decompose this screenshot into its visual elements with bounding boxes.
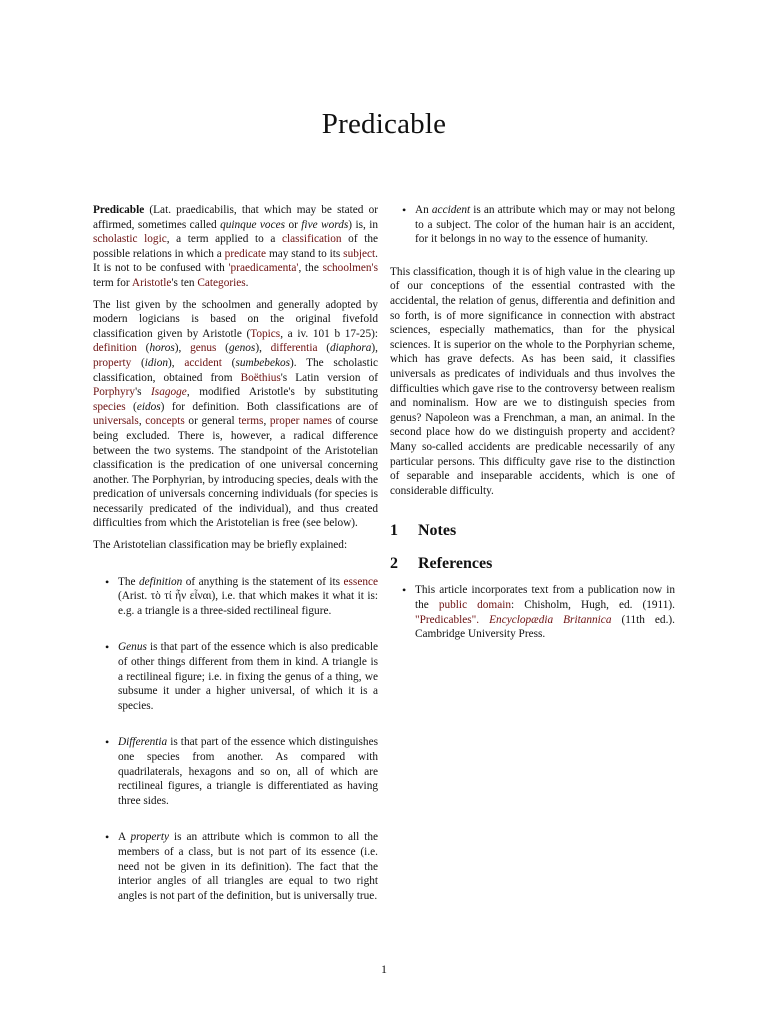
right-column [390, 203, 675, 642]
link-accident[interactable]: accident [184, 356, 222, 369]
section-heading-notes: 1 Notes [390, 522, 457, 540]
page-number: 1 [381, 962, 387, 976]
link-universals[interactable]: universals [93, 415, 139, 428]
link-classification[interactable]: classification [281, 233, 342, 246]
intro-paragraph: Predicable (Lat. praedicabilis, that which may be stated or affirmed, sometimes called quinque voces or five words) is, in scholastic logic, a term applied to a classification of the possible relations in which a predicate may stand to its subject. It is not to be confused with 'praedicamenta', the schoolmen's term for Aristotle's ten Categories. [93, 204, 379, 289]
link-praedicamenta[interactable]: 'praedicamenta' [228, 262, 299, 275]
link-property[interactable]: property [93, 356, 132, 369]
evaluation-paragraph: This classification, though it is of high value in the clearing up of our conceptions of the essential contrasted with the accidental, the relation of genus, differentia and definition and so forth, is of more significance in connection with abstract sciences, especially mathematics, than for the physical sciences. It is superior on the whole to the Porphyrian scheme, which has grave defects. As has been said, it classifies universals as predicates of individuals and thus involves the difficulties which gave rise to the controversy between realism and nominalism. How are we to distinguish species from genus? Napoleon was a Frenchman, a man, an animal. In the second place how do we distinguish property and accident? Many so-called accidents are predicable necessarily of any particular persons. This difficulty gave rise to the distinction of separable and inseparable accidents, which is one of considerable difficulty. [390, 265, 675, 497]
link-isagoge[interactable]: Isagoge [151, 386, 187, 399]
link-essence[interactable]: essence [343, 575, 379, 588]
link-predicate[interactable]: predicate [224, 247, 267, 260]
left-column [93, 203, 378, 925]
link-porphyry[interactable]: Porphyry [93, 386, 136, 399]
reference-item: • This article incorporates text from a publication now in the public domain: Chisholm, Hugh, ed. (1911). "Predicables". Encyclopædia Britannica (11th ed.). Cambridge University Press. [390, 583, 675, 641]
explain-paragraph: The Aristotelian classification may be briefly explained: [93, 539, 348, 552]
link-topics[interactable]: Topics [250, 327, 281, 340]
link-terms[interactable]: terms [238, 415, 264, 428]
link-encyclopaedia-britannica[interactable]: Encyclopædia Britannica [489, 613, 612, 626]
page-title: Predicable [321, 108, 447, 140]
link-proper-names[interactable]: proper names [269, 415, 332, 428]
link-public-domain[interactable]: public domain [438, 599, 512, 612]
references-list [390, 583, 675, 641]
list-item-property: • A property is an attribute which is common to all the members of a class, but is not part of its essence (i.e. need not be given in its definition). The fact that the interior angles of all triangles are equal to two right angles is not part of the definition, but is universally true. [93, 830, 378, 903]
classification-list-continued [390, 203, 675, 247]
link-differentia[interactable]: differentia [270, 342, 318, 355]
article-term: Predicable [93, 204, 145, 216]
list-item-definition: • The definition of anything is the statement of its essence (Arist. τὸ τί ἦν εἶναι), i.e. that which makes it what it is: e.g. a triangle is a three-sided rectilineal figure. [93, 575, 378, 619]
link-scholastic-logic[interactable]: scholastic logic [93, 233, 167, 246]
link-aristotle[interactable]: Aristotle [131, 276, 172, 289]
list-item-differentia: • Differentia is that part of the essence which distinguishes one species from another. As compared with quadrilaterals, hexagons and so on, all of which are rectilineal figures, a triangle is differentiated as having three sides. [93, 735, 378, 808]
link-concepts[interactable]: concepts [145, 415, 185, 428]
classification-list [93, 575, 378, 904]
link-subject[interactable]: subject [343, 247, 376, 260]
section-heading-references: 2 References [390, 554, 493, 572]
link-species[interactable]: species [93, 400, 126, 413]
link-boethius[interactable]: Boëthius [240, 371, 281, 384]
link-definition[interactable]: definition [93, 342, 137, 355]
list-item-accident: • An accident is an attribute which may or may not belong to a subject. The color of the human hair is an accident, for it belongs in no way to the essence of humanity. [390, 203, 675, 247]
link-schoolmen[interactable]: schoolmen's [322, 262, 378, 275]
list-paragraph: The list given by the schoolmen and generally adopted by modern logicians is based on the original fivefold classification given by Aristotle (Topics, a iv. 101 b 17-25): definition (horos), genus (genos), differentia (diaphora), property (idion), accident (sumbebekos). The scholastic classification, obtained from Boëthius's Latin version of Porphyry's Isagoge, modified Aristotle's by substituting species (eidos) for definition. Both classifications are of universals, concepts or general terms, proper names of course being excluded. There is, however, a radical difference between the two systems. The standpoint of the Aristotelian classification is the predication of one universal concerning another. The Porphyrian, by introducing species, deals with the predication of universals concerning individuals (for species is necessarily predicated of the individual), and thus created difficulties from which the Aristotelian is free (see below). [93, 298, 379, 530]
list-item-genus: • Genus is that part of the essence which is also predicable of other things different from them in kind. A triangle is a rectilineal figure; i.e. in fixing the genus of a thing, we subsume it under a higher universal, of which it is a species. [93, 640, 378, 713]
link-genus[interactable]: genus [190, 342, 217, 355]
link-categories[interactable]: Categories [197, 276, 246, 289]
link-predicables[interactable]: "Predicables". [415, 613, 490, 626]
